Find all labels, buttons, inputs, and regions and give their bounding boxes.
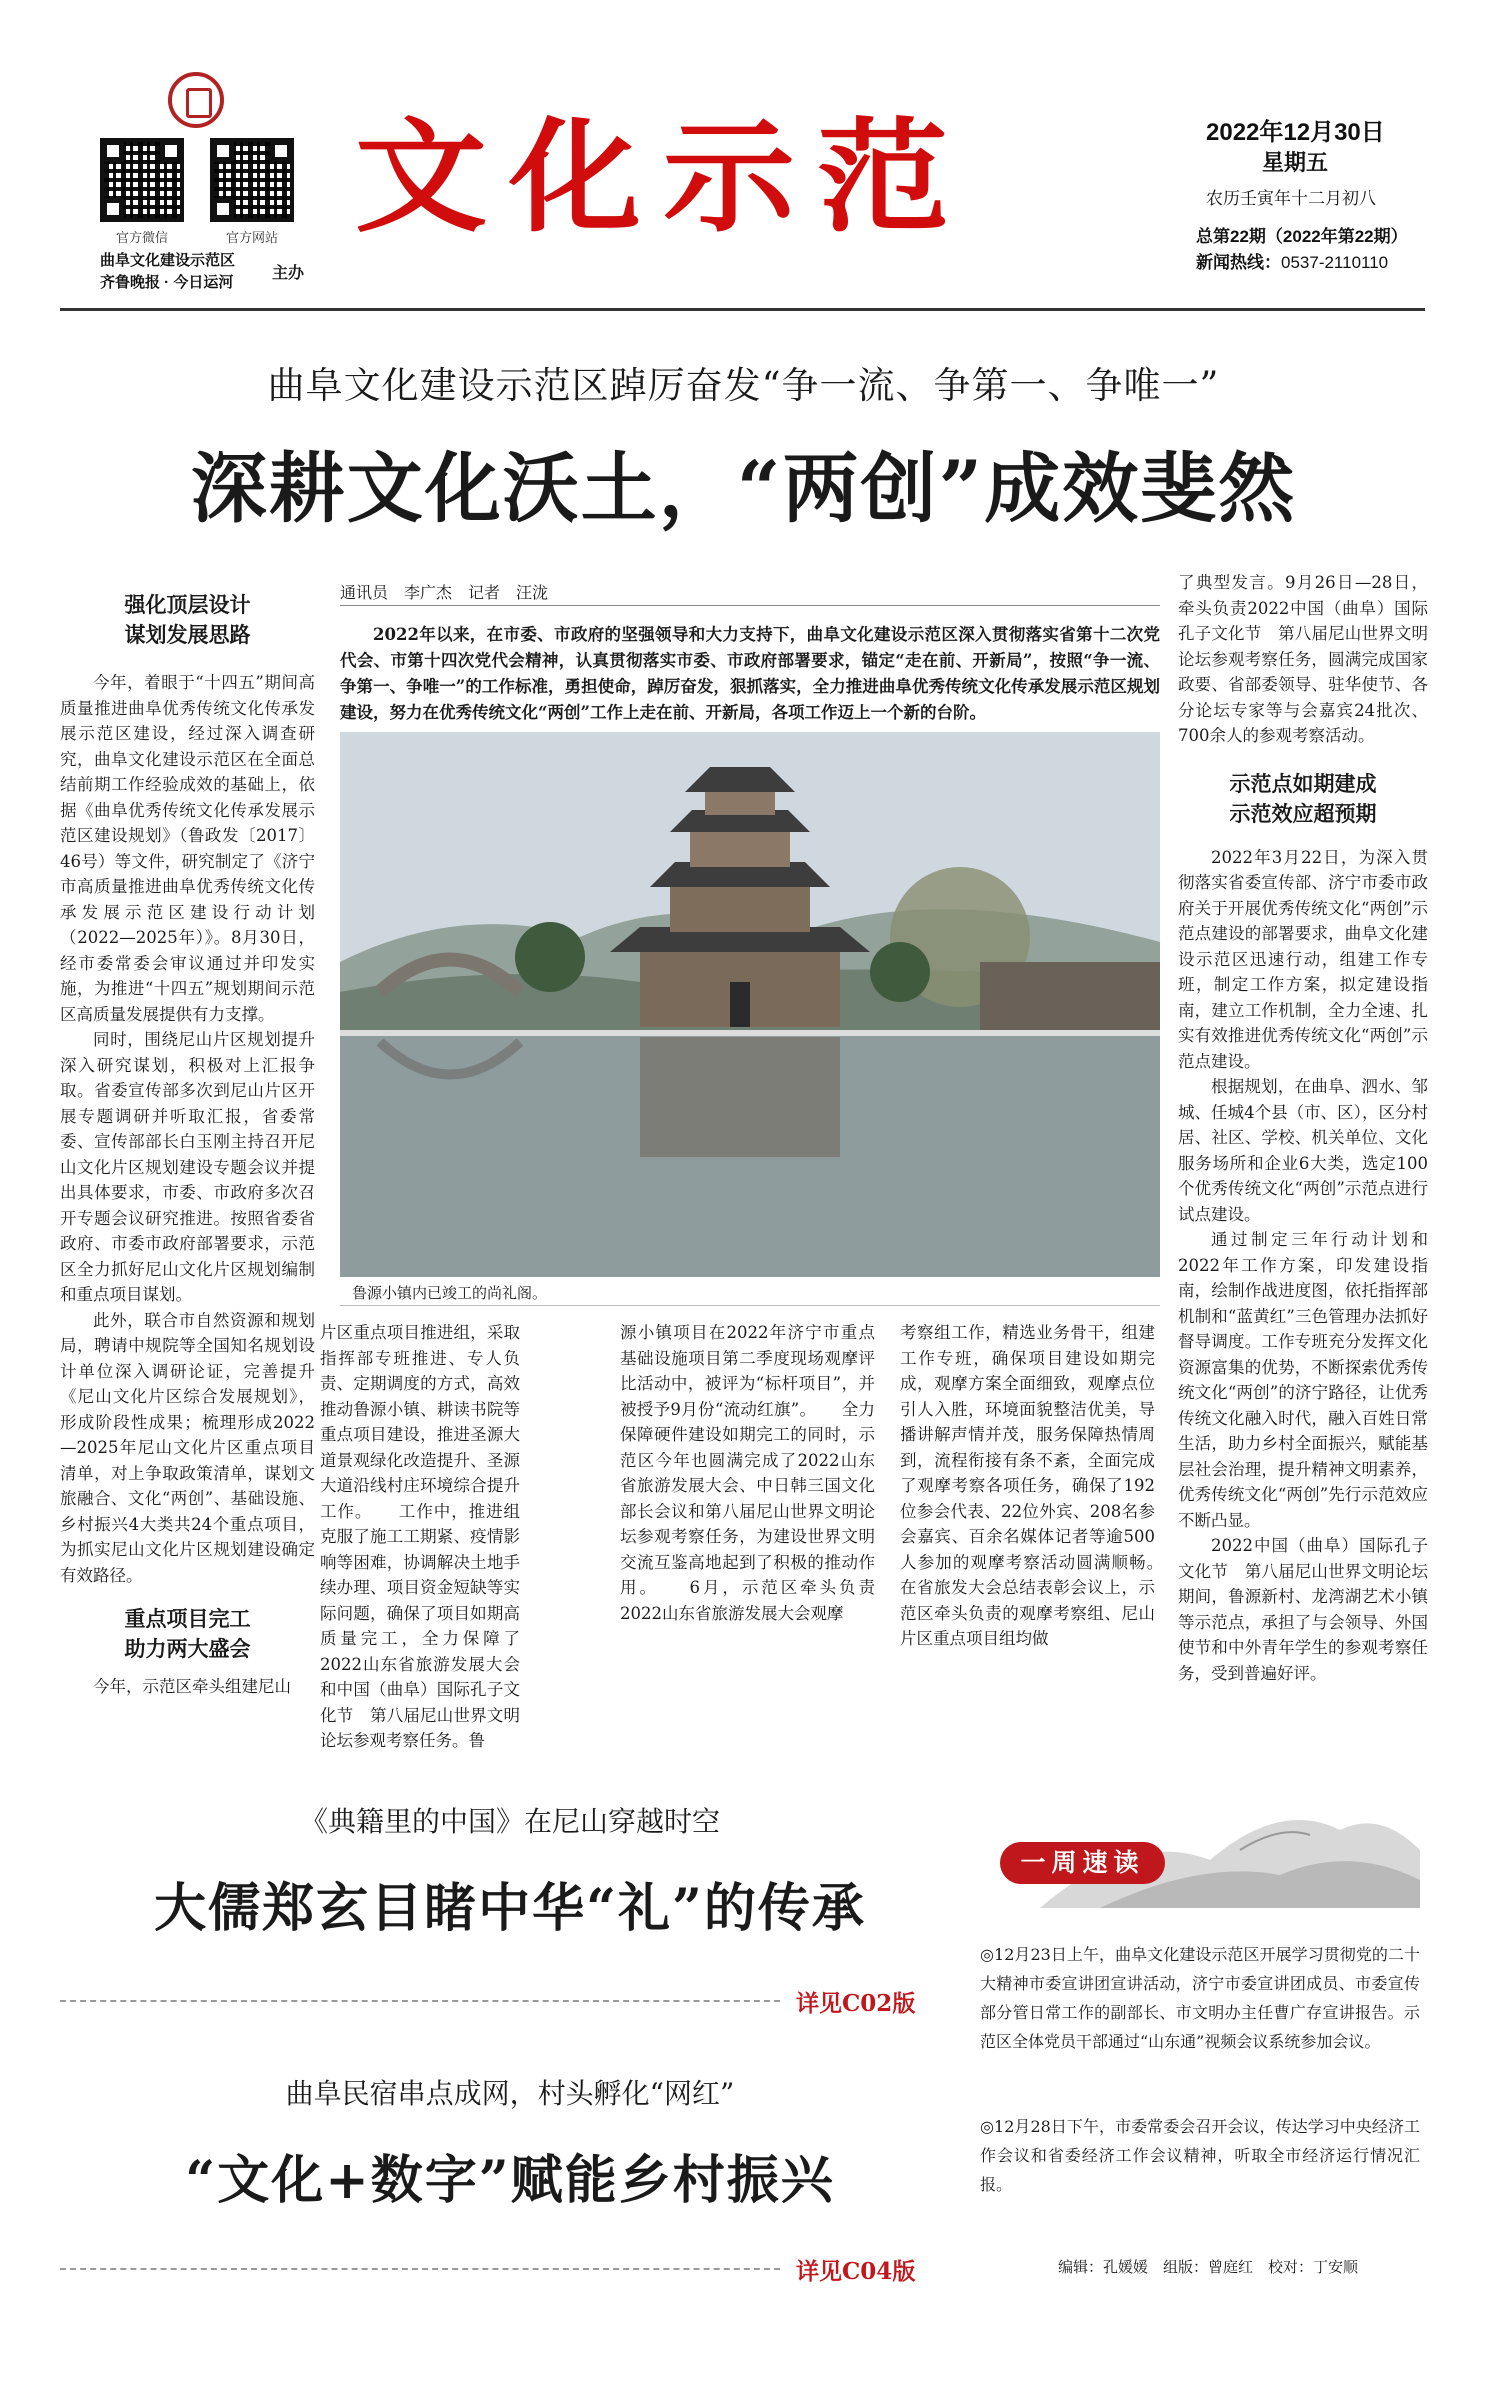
article-paragraph: 同时，围绕尼山片区规划提升深入研究谋划，积极对上汇报争取。省委宣传部多次到尼山片区开展专题调研并听取汇报，省委常委、宣传部部长白玉刚主持召开尼山文化片区规划建设专题会议并提出具体要求，市委、市政府多次召开专题会议研究推进。按照省委省政府、市委市政府部署要求，示范区全力抓好尼山文化片区规划编制和重点项目谋划。: [60, 1030, 315, 1304]
newspaper-title: 文化示范: [355, 105, 971, 250]
section-title: 示范效应超预期: [1229, 800, 1377, 826]
article-paragraph: 根据规划，在曲阜、泗水、邹城、任城4个县（市、区），区分村居、社区、学校、机关单位、文化服务场所和企业6大类，选定100个优秀传统文化“两创”示范点进行试点建设。: [1178, 1077, 1428, 1224]
article-column-3: 源小镇项目在2022年济宁市重点基础设施项目第二季度现场观摩评比活动中，被评为“标杆项目”，并被授予9月份“流动红旗”。 全力保障硬件建设如期完工的同时，示范区今年也圆满完成了2022山东省旅游发展大会、中日韩三国文化部长会议和第八届尼山世界文明论坛参观考察任务，为建设世界文明交流互鉴高地起到了积极的推动作用。 6月，示范区牵头负责2022山东省旅游发展大会观摩: [620, 1323, 875, 1623]
byline-rule: [340, 605, 1160, 606]
website-qr-label: 官方网站: [225, 230, 278, 245]
issue-number: 总第22期（2022年第22期）: [1196, 227, 1408, 246]
feature-headline[interactable]: “文化+数字”赋能乡村振兴: [185, 2150, 835, 2211]
hotline-number: 0537-2110110: [1281, 253, 1389, 272]
article-paragraph: 了典型发言。9月26日—28日，牵头负责2022中国（曲阜）国际孔子文化节 第八届尼山世界文明论坛参观考察任务，圆满完成国家政要、省部委领导、驻华使节、各分论坛专家等与会嘉宾24批次、700余人的参观考察活动。: [1178, 573, 1428, 745]
feature-subheadline: 《典籍里的中国》在尼山穿越时空: [299, 1805, 720, 1838]
column-5: [1178, 570, 1428, 1686]
weekly-brief-item: ◎12月23日上午，曲阜文化建设示范区开展学习贯彻党的二十大精神市委宣讲团宣讲活动，济宁市委宣讲团成员、市委宣传部分管日常工作的副部长、市文明办主任曹广存宣讲报告。示范区全体党员干部通过“山东通”视频会议系统参加会议。: [980, 1945, 1420, 2051]
section-title: 谋划发展思路: [124, 622, 251, 647]
article-paragraph: 通过制定三年行动计划和2022年工作方案，印发建设指南，绘制作战进度图，依托指挥部机制和“蓝黄红”三色管理办法抓好督导调度。工作专班充分发挥文化资源富集的优势，不断探索优秀传统文化“两创”的济宁路径，让优秀传统文化融入时代，融入百姓日常生活，助力乡村全面振兴，赋能基层社会治理，提升精神文明素养，优秀传统文化“两创”先行示范效应不断凸显。: [1178, 1230, 1428, 1530]
editor-credits: 编辑：孔媛媛 组版：曾庭红 校对：丁安顺: [1058, 2258, 1359, 2276]
lead-subheadline: 曲阜文化建设示范区踔厉奋发“争一流、争第一、争唯一”: [267, 364, 1220, 407]
weekly-brief-badge: 一周速读: [1000, 1842, 1165, 1884]
byline: 通讯员 李广杰 记者 汪泷: [340, 583, 549, 602]
caption-rule: [340, 1305, 1160, 1306]
sponsor-name: 曲阜文化建设示范区: [100, 252, 236, 269]
photo-caption: 鲁源小镇内已竣工的尚礼阁。: [352, 1284, 548, 1302]
host-label: 主办: [272, 265, 305, 282]
article-paragraph: 2022年3月22日，为深入贯彻落实省委宣传部、济宁市委市政府关于开展优秀传统文化“两创”示范点建设的部署要求，曲阜文化建设示范区迅速行动，组建工作专班，制定工作方案，拟定建设指南，建立工作机制，全力全速、扎实有效推进优秀传统文化“两创”示范点建设。: [1178, 847, 1428, 1071]
hotline-label: 新闻热线：: [1196, 253, 1281, 272]
weekly-brief-banner: [980, 1790, 1420, 1908]
article-paragraph: 今年，着眼于“十四五”期间高质量推进曲阜优秀传统文化传承发展示范区建设，经过深入调查研究，曲阜文化建设示范区在全面总结前期工作经验成效的基础上，依据《曲阜优秀传统文化传承发展示范区建设规划》（鲁政发〔2017〕46号）等文件，研究制定了《济宁市高质量推进曲阜优秀传统文化传承发展示范区建设行动计划（2022—2025年）》。8月30日，经市委常委会审议通过并印发实施，为推进“十四五”规划期间示范区高质量发展提供有力支撑。: [60, 673, 315, 1024]
see-page-link[interactable]: 详见C04版: [796, 2258, 916, 2285]
weekly-brief-item: ◎12月28日下午，市委常委会召开会议，传达学习中央经济工作会议和省委经济工作会议精神，听取全市经济运行情况汇报。: [980, 2117, 1420, 2194]
lead-headline: 深耕文化沃土，“两创”成效斐然: [190, 444, 1297, 533]
see-page-link[interactable]: 详见C02版: [796, 1990, 916, 2017]
website-qr-code[interactable]: [210, 138, 294, 222]
pavilion-photo: [340, 732, 1160, 1277]
feature-divider: [60, 2268, 780, 2270]
section-title: 重点项目完工: [124, 1606, 251, 1631]
article-paragraph: 此外，联合市自然资源和规划局，聘请中规院等全国知名规划设计单位深入调研论证，完善提升《尼山文化片区综合发展规划》，形成阶段性成果；梳理形成2022—2025年尼山文化片区重点项目清单，对上争取政策清单，谋划文旅融合、文化“两创”、基础设施、乡村振兴4大类共24个重点项目，为抓实尼山文化片区规划建设确定有效路径。: [60, 1310, 315, 1585]
lead-paragraph: 2022年以来，在市委、市政府的坚强领导和大力支持下，曲阜文化建设示范区深入贯彻落实省第十二次党代会、市第十四次党代会精神，认真贯彻落实市委、市政府部署要求，锚定“走在前、开新局”，按照“争一流、争第一、争唯一”的工作标准，勇担使命，踔厉奋发，狠抓落实，全力推进曲阜优秀传统文化传承发展示范区规划建设，努力在优秀传统文化“两创”工作上走在前、开新局，各项工作迈上一个新的台阶。: [340, 625, 1160, 722]
column-1: [60, 590, 315, 1700]
article-paragraph: 2022中国（曲阜）国际孔子文化节 第八届尼山世界文明论坛期间，鲁源新村、龙湾湖艺术小镇等示范点，承担了与会领导、外国使节和中外青年学生的参观考察任务，受到普遍好评。: [1178, 1536, 1428, 1683]
newspaper-emblem-icon: [168, 72, 224, 128]
section-title: 助力两大盛会: [124, 1636, 251, 1661]
sponsor-name: 齐鲁晚报 · 今日运河: [100, 274, 234, 291]
pavilion-illustration: [340, 732, 1160, 1277]
lunar-date: 农历壬寅年十二月初八: [1206, 189, 1376, 208]
feature-divider: [60, 2000, 780, 2002]
feature-subheadline: 曲阜民宿串点成网，村头孵化“网红”: [285, 2077, 735, 2110]
article-column-4: 考察组工作，精选业务骨干，组建工作专班，确保项目建设如期完成，观摩方案全面细致，观摩点位引人入胜，环境面貌整洁优美，导播讲解声情并茂，服务保障热情周到，流程衔接有条不紊，全面完成了观摩考察各项任务，确保了192位参会代表、22位外宾、208名参会嘉宾、百余名媒体记者等逾500人参加的观摩考察活动圆满顺畅。 在省旅发大会总结表彰会议上，示范区牵头负责的观摩考察组、尼山片区重点项目组均做: [900, 1323, 1188, 1648]
article-column-2: 片区重点项目推进组，采取指挥部专班推进、专人负责、定期调度的方式，高效推动鲁源小镇、耕读书院等重点项目建设，推进圣源大道景观绿化改造提升、圣源大道沿线村庄环境综合提升工作。 工作中，推进组克服了施工工期紧、疫情影响等困难，协调解决土地手续办理、项目资金短缺等实际问题，确保了项目如期高质量完工，全力保障了2022山东省旅游发展大会和中国（曲阜）国际孔子文化节 第八届尼山世界文明论坛参观考察任务。鲁: [320, 1323, 520, 1750]
wechat-qr-label: 官方微信: [115, 230, 168, 245]
wechat-qr-code[interactable]: [100, 138, 184, 222]
weekday: 星期五: [1262, 150, 1329, 175]
issue-date: 2022年12月30日: [1206, 119, 1385, 146]
hotline: [1196, 248, 1388, 273]
feature-headline[interactable]: 大儒郑玄目睹中华“礼”的传承: [154, 1878, 866, 1939]
section-title: 强化顶层设计: [124, 592, 251, 617]
masthead-divider: [60, 308, 1425, 311]
section-title: 示范点如期建成: [1229, 770, 1377, 796]
article-paragraph: 今年，示范区牵头组建尼山: [93, 1677, 291, 1696]
